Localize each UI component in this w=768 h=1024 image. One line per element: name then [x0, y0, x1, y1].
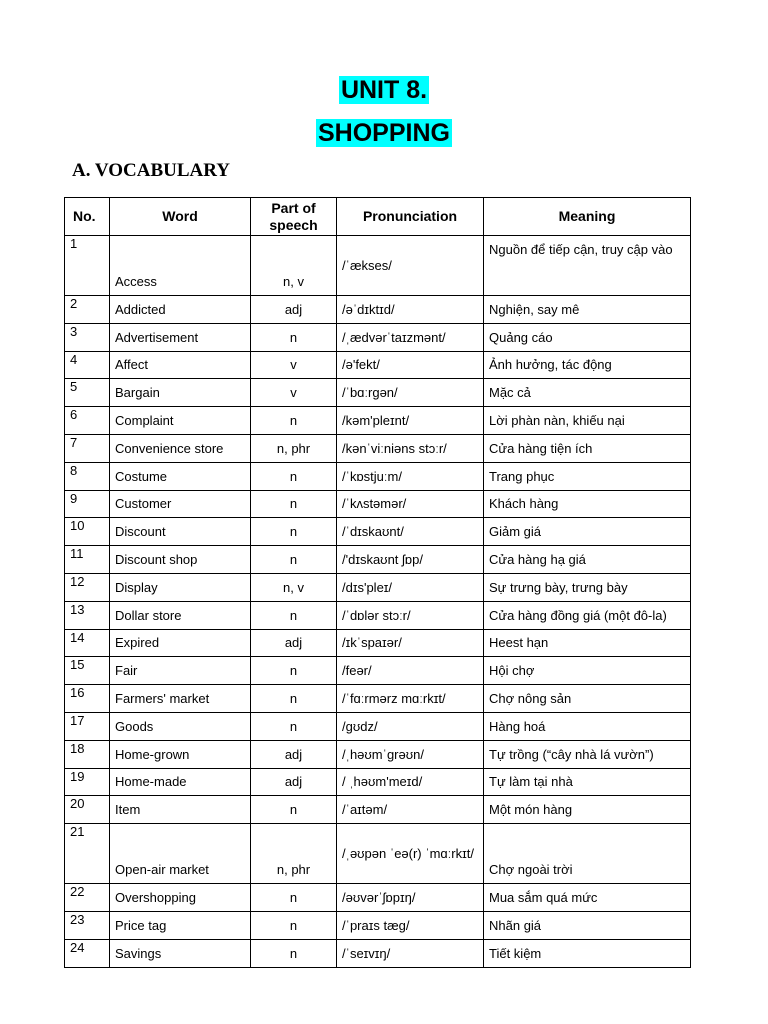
meaning-cell: Cửa hàng hạ giá — [484, 546, 691, 574]
part-of-speech-cell: n — [251, 462, 337, 490]
table-body — [65, 236, 691, 968]
part-of-speech-cell: n — [251, 884, 337, 912]
word-cell: Home-grown — [110, 740, 251, 768]
row-number: 9 — [65, 490, 110, 518]
column-header-no: No. — [65, 198, 110, 236]
part-of-speech-cell: n — [251, 911, 337, 939]
word-cell: Savings — [110, 939, 251, 967]
table-row — [65, 351, 691, 379]
part-of-speech-cell: v — [251, 351, 337, 379]
part-of-speech-cell: n, phr — [251, 824, 337, 884]
table-row — [65, 434, 691, 462]
table-row — [65, 657, 691, 685]
part-of-speech-cell: n — [251, 518, 337, 546]
unit-title — [0, 73, 768, 107]
part-of-speech-cell: adj — [251, 629, 337, 657]
meaning-cell: Một món hàng — [484, 796, 691, 824]
row-number: 15 — [65, 657, 110, 685]
row-number: 19 — [65, 768, 110, 796]
pronunciation-cell: /ˈdɒlər stɔːr/ — [337, 601, 484, 629]
meaning-cell: Cửa hàng tiện ích — [484, 434, 691, 462]
row-number: 11 — [65, 546, 110, 574]
topic-label: SHOPPING — [318, 119, 450, 147]
pronunciation-cell: /ˈkɒstjuːm/ — [337, 462, 484, 490]
row-number: 24 — [65, 939, 110, 967]
part-of-speech-cell: n — [251, 407, 337, 435]
part-of-speech-cell: adj — [251, 768, 337, 796]
row-number: 12 — [65, 573, 110, 601]
word-cell: Farmers' market — [110, 685, 251, 713]
vocabulary-table — [64, 197, 691, 968]
table-row — [65, 236, 691, 296]
part-of-speech-cell: n — [251, 712, 337, 740]
meaning-cell: Cửa hàng đồng giá (một đô-la) — [484, 601, 691, 629]
part-of-speech-cell: n — [251, 601, 337, 629]
pronunciation-cell: /dɪs'pleɪ/ — [337, 573, 484, 601]
meaning-cell: Nguồn để tiếp cận, truy cập vào — [484, 236, 691, 296]
table-row — [65, 323, 691, 351]
pronunciation-cell: /ˌəʊpən ˈeə(r) ˈmɑːrkɪt/ — [337, 824, 484, 884]
word-cell: Home-made — [110, 768, 251, 796]
part-of-speech-cell: n, v — [251, 573, 337, 601]
part-of-speech-cell: n — [251, 657, 337, 685]
column-header-word: Word — [110, 198, 251, 236]
meaning-cell: Tự trồng (“cây nhà lá vườn”) — [484, 740, 691, 768]
word-cell: Overshopping — [110, 884, 251, 912]
meaning-cell: Mặc cả — [484, 379, 691, 407]
table-header-row — [65, 198, 691, 236]
table-row — [65, 462, 691, 490]
pronunciation-cell: /ɪkˈspaɪər/ — [337, 629, 484, 657]
meaning-cell: Hội chợ — [484, 657, 691, 685]
table-row — [65, 573, 691, 601]
table-row — [65, 824, 691, 884]
table-row — [65, 518, 691, 546]
row-number: 17 — [65, 712, 110, 740]
meaning-cell: Khách hàng — [484, 490, 691, 518]
word-cell: Customer — [110, 490, 251, 518]
table-row — [65, 379, 691, 407]
meaning-cell: Quảng cáo — [484, 323, 691, 351]
part-of-speech-cell: n, phr — [251, 434, 337, 462]
table-row — [65, 685, 691, 713]
row-number: 4 — [65, 351, 110, 379]
row-number: 1 — [65, 236, 110, 296]
part-of-speech-cell: n — [251, 939, 337, 967]
meaning-cell: Heest hạn — [484, 629, 691, 657]
meaning-cell: Chợ nông sản — [484, 685, 691, 713]
row-number: 10 — [65, 518, 110, 546]
table-row — [65, 740, 691, 768]
column-header-pronunciation: Pronunciation — [337, 198, 484, 236]
row-number: 22 — [65, 884, 110, 912]
table-row — [65, 712, 691, 740]
pronunciation-cell: /ˌhəʊmˈgrəʊn/ — [337, 740, 484, 768]
table-row — [65, 768, 691, 796]
word-cell: Discount shop — [110, 546, 251, 574]
part-of-speech-cell: n — [251, 490, 337, 518]
table-row — [65, 296, 691, 324]
word-cell: Discount — [110, 518, 251, 546]
pronunciation-cell: /kəm'pleɪnt/ — [337, 407, 484, 435]
table-row — [65, 490, 691, 518]
row-number: 14 — [65, 629, 110, 657]
pronunciation-cell: /ˈdɪskaʊnt/ — [337, 518, 484, 546]
part-of-speech-cell: n — [251, 323, 337, 351]
pronunciation-cell: /ˈfɑːrmərz mɑːrkɪt/ — [337, 685, 484, 713]
word-cell: Price tag — [110, 911, 251, 939]
meaning-cell: Ảnh hưởng, tác động — [484, 351, 691, 379]
topic-title — [0, 116, 768, 150]
meaning-cell: Tiết kiệm — [484, 939, 691, 967]
row-number: 5 — [65, 379, 110, 407]
meaning-cell: Trang phục — [484, 462, 691, 490]
part-of-speech-cell: n — [251, 546, 337, 574]
meaning-cell: Nhãn giá — [484, 911, 691, 939]
pronunciation-cell: /ˈseɪvɪŋ/ — [337, 939, 484, 967]
table-row — [65, 546, 691, 574]
row-number: 23 — [65, 911, 110, 939]
table-row — [65, 629, 691, 657]
table-row — [65, 796, 691, 824]
pronunciation-cell: /əʊvərˈʃɒpɪŋ/ — [337, 884, 484, 912]
table-row — [65, 407, 691, 435]
row-number: 8 — [65, 462, 110, 490]
word-cell: Item — [110, 796, 251, 824]
column-header-meaning: Meaning — [484, 198, 691, 236]
word-cell: Access — [110, 236, 251, 296]
part-of-speech-cell: n — [251, 796, 337, 824]
meaning-cell: Tự làm tại nhà — [484, 768, 691, 796]
pronunciation-cell: /ˈkʌstəmər/ — [337, 490, 484, 518]
word-cell: Dollar store — [110, 601, 251, 629]
meaning-cell: Sự trưng bày, trưng bày — [484, 573, 691, 601]
pronunciation-cell: /'dɪskaʊnt ʃɒp/ — [337, 546, 484, 574]
word-cell: Fair — [110, 657, 251, 685]
part-of-speech-cell: adj — [251, 740, 337, 768]
word-cell: Complaint — [110, 407, 251, 435]
table-row — [65, 911, 691, 939]
row-number: 7 — [65, 434, 110, 462]
pronunciation-cell: /ˈaɪtəm/ — [337, 796, 484, 824]
pronunciation-cell: /ˈbɑːrgən/ — [337, 379, 484, 407]
meaning-cell: Mua sắm quá mức — [484, 884, 691, 912]
meaning-cell: Nghiện, say mê — [484, 296, 691, 324]
word-cell: Expired — [110, 629, 251, 657]
pronunciation-cell: / ˌhəʊm'meɪd/ — [337, 768, 484, 796]
word-cell: Affect — [110, 351, 251, 379]
pronunciation-cell: /ˈækses/ — [337, 236, 484, 296]
table-row — [65, 884, 691, 912]
row-number: 13 — [65, 601, 110, 629]
table-row — [65, 939, 691, 967]
pronunciation-cell: /feər/ — [337, 657, 484, 685]
word-cell: Costume — [110, 462, 251, 490]
pronunciation-cell: /əˈdɪktɪd/ — [337, 296, 484, 324]
word-cell: Display — [110, 573, 251, 601]
row-number: 16 — [65, 685, 110, 713]
unit-label: UNIT 8. — [340, 76, 428, 104]
pronunciation-cell: /ə'fekt/ — [337, 351, 484, 379]
pronunciation-cell: /gʊdz/ — [337, 712, 484, 740]
row-number: 21 — [65, 824, 110, 884]
word-cell: Goods — [110, 712, 251, 740]
pronunciation-cell: /ˈpraɪs tæg/ — [337, 911, 484, 939]
pronunciation-cell: /ˌædvərˈtaɪzmənt/ — [337, 323, 484, 351]
meaning-cell: Hàng hoá — [484, 712, 691, 740]
word-cell: Open-air market — [110, 824, 251, 884]
meaning-cell: Giảm giá — [484, 518, 691, 546]
row-number: 20 — [65, 796, 110, 824]
column-header-part-of-speech: Part of speech — [251, 198, 337, 236]
row-number: 6 — [65, 407, 110, 435]
part-of-speech-cell: n, v — [251, 236, 337, 296]
word-cell: Advertisement — [110, 323, 251, 351]
part-of-speech-cell: v — [251, 379, 337, 407]
row-number: 3 — [65, 323, 110, 351]
section-heading: A. VOCABULARY — [72, 160, 231, 181]
part-of-speech-cell: adj — [251, 296, 337, 324]
word-cell: Addicted — [110, 296, 251, 324]
word-cell: Bargain — [110, 379, 251, 407]
word-cell: Convenience store — [110, 434, 251, 462]
row-number: 2 — [65, 296, 110, 324]
table-row — [65, 601, 691, 629]
row-number: 18 — [65, 740, 110, 768]
meaning-cell: Chợ ngoài trời — [484, 824, 691, 884]
part-of-speech-cell: n — [251, 685, 337, 713]
pronunciation-cell: /kənˈviːniəns stɔːr/ — [337, 434, 484, 462]
meaning-cell: Lời phàn nàn, khiếu nại — [484, 407, 691, 435]
